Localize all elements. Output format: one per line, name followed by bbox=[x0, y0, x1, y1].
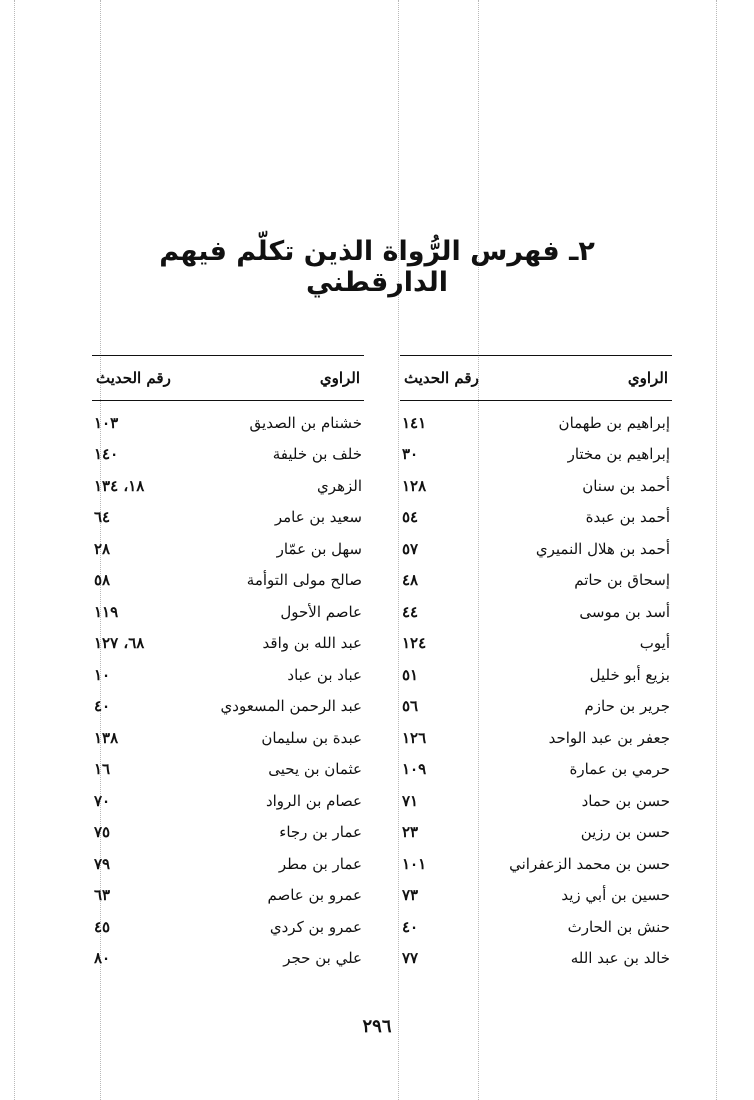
hadith-number: ٥١ bbox=[402, 665, 419, 684]
table-row bbox=[400, 722, 672, 754]
narrator-name: عبد الرحمن المسعودي bbox=[220, 697, 362, 716]
table-row bbox=[400, 785, 672, 817]
table-row bbox=[400, 407, 672, 439]
hadith-number: ٤٠ bbox=[94, 697, 111, 716]
table-row bbox=[92, 785, 364, 817]
narrator-name: أسد بن موسى bbox=[579, 602, 670, 621]
narrator-name: حسن بن رزين bbox=[580, 823, 670, 842]
hadith-number: ٧٣ bbox=[402, 886, 419, 905]
page-number: ٢٩٦ bbox=[362, 1016, 392, 1037]
table-row bbox=[400, 502, 672, 534]
narrator-name: جعفر بن عبد الواحد bbox=[548, 728, 670, 747]
hadith-number: ٥٤ bbox=[402, 508, 419, 527]
hadith-number: ١٠١ bbox=[402, 854, 427, 873]
hadith-number: ١٤٠ bbox=[94, 445, 119, 464]
hadith-number: ٥٦ bbox=[402, 697, 419, 716]
narrator-name: الزهري bbox=[317, 476, 362, 495]
narrator-name: بزيع أبو خليل bbox=[589, 665, 670, 684]
hadith-number: ٦٨، ١٢٧ bbox=[94, 634, 145, 653]
table-row bbox=[92, 659, 364, 691]
table-row bbox=[92, 943, 364, 975]
narrator-name: عمرو بن كردي bbox=[269, 917, 362, 936]
narrator-table-right bbox=[400, 355, 672, 974]
hadith-number: ٦٣ bbox=[94, 886, 111, 905]
narrator-name: عباد بن عباد bbox=[287, 665, 362, 684]
table-row bbox=[92, 470, 364, 502]
table-body bbox=[400, 407, 672, 974]
narrator-name: عثمان بن يحيى bbox=[268, 760, 362, 779]
narrator-name: علي بن حجر bbox=[283, 949, 362, 968]
narrator-name: جرير بن حازم bbox=[584, 697, 670, 716]
hadith-number: ١٣٨ bbox=[94, 728, 119, 747]
table-row bbox=[92, 754, 364, 786]
table-row bbox=[92, 533, 364, 565]
narrator-name: خشنام بن الصديق bbox=[249, 413, 362, 432]
hadith-number: ٤٥ bbox=[94, 917, 111, 936]
table-row bbox=[400, 659, 672, 691]
narrator-name: إبراهيم بن مختار bbox=[567, 445, 670, 464]
table-row bbox=[92, 407, 364, 439]
table-row bbox=[400, 565, 672, 597]
hadith-number: ١٢٦ bbox=[402, 728, 427, 747]
table-row bbox=[92, 596, 364, 628]
narrator-name: خلف بن خليفة bbox=[272, 445, 362, 464]
hadith-number-column-header: رقم الحديث bbox=[96, 369, 171, 387]
hadith-number: ٦٤ bbox=[94, 508, 111, 527]
scan-artifact-line bbox=[716, 0, 717, 1100]
hadith-number: ٥٧ bbox=[402, 539, 419, 558]
table-row bbox=[400, 439, 672, 471]
hadith-number: ١٠٣ bbox=[94, 413, 119, 432]
narrator-name: سعيد بن عامر bbox=[274, 508, 362, 527]
hadith-number: ٢٣ bbox=[402, 823, 419, 842]
table-row bbox=[92, 722, 364, 754]
narrator-column-header: الراوي bbox=[319, 369, 360, 387]
narrator-name: أحمد بن سنان bbox=[582, 476, 670, 495]
narrator-name: عمار بن مطر bbox=[278, 854, 362, 873]
table-row bbox=[400, 596, 672, 628]
table-row bbox=[92, 439, 364, 471]
page-title: ٢ـ فهرس الرُّواة الذين تكلّم فيهم الدارقطني bbox=[159, 236, 595, 298]
narrator-name: حسن بن محمد الزعفراني bbox=[509, 854, 670, 873]
table-row bbox=[400, 470, 672, 502]
table-row bbox=[92, 848, 364, 880]
narrator-table-left bbox=[92, 355, 364, 974]
table-row bbox=[92, 628, 364, 660]
hadith-number: ٧٩ bbox=[94, 854, 111, 873]
narrator-name: أحمد بن هلال النميري bbox=[535, 539, 670, 558]
table-row bbox=[400, 628, 672, 660]
narrator-name: سهل بن عمّار bbox=[276, 539, 362, 558]
hadith-number: ١٢٤ bbox=[402, 634, 427, 653]
hadith-number: ٤٠ bbox=[402, 917, 419, 936]
narrator-name: حسن بن حماد bbox=[581, 791, 670, 810]
table-row bbox=[92, 817, 364, 849]
hadith-number: ٧١ bbox=[402, 791, 419, 810]
hadith-number: ٢٨ bbox=[94, 539, 111, 558]
hadith-number: ٣٠ bbox=[402, 445, 419, 464]
hadith-number: ٤٤ bbox=[402, 602, 419, 621]
narrator-name: عمرو بن عاصم bbox=[267, 886, 362, 905]
table-row bbox=[92, 502, 364, 534]
hadith-number: ٧٠ bbox=[94, 791, 111, 810]
narrator-name: عمار بن رجاء bbox=[279, 823, 362, 842]
narrator-name: حسين بن أبي زيد bbox=[561, 886, 670, 905]
hadith-number-column-header: رقم الحديث bbox=[404, 369, 479, 387]
narrator-name: إسحاق بن حاتم bbox=[574, 571, 670, 590]
hadith-number: ١١٩ bbox=[94, 602, 119, 621]
narrator-name: أحمد بن عبدة bbox=[585, 508, 670, 527]
narrator-name: عاصم الأحول bbox=[280, 602, 362, 621]
hadith-number: ٨٠ bbox=[94, 949, 111, 968]
narrator-name: إبراهيم بن طهمان bbox=[558, 413, 670, 432]
table-row bbox=[400, 754, 672, 786]
table-row bbox=[400, 817, 672, 849]
hadith-number: ١٠ bbox=[94, 665, 111, 684]
table-header bbox=[400, 355, 672, 401]
narrator-name: عصام بن الرواد bbox=[265, 791, 362, 810]
hadith-number: ٥٨ bbox=[94, 571, 111, 590]
scan-artifact-line bbox=[14, 0, 15, 1100]
hadith-number: ٧٧ bbox=[402, 949, 419, 968]
hadith-number: ١٢٨ bbox=[402, 476, 427, 495]
hadith-number: ١٤١ bbox=[402, 413, 427, 432]
narrator-name: عبد الله بن واقد bbox=[262, 634, 362, 653]
narrator-name: صالح مولى التوأمة bbox=[246, 571, 362, 590]
narrator-column-header: الراوي bbox=[627, 369, 668, 387]
scan-artifact-line bbox=[398, 0, 399, 1100]
table-row bbox=[92, 691, 364, 723]
table-row bbox=[92, 880, 364, 912]
hadith-number: ١٦ bbox=[94, 760, 111, 779]
hadith-number: ٧٥ bbox=[94, 823, 111, 842]
narrator-name: حنش بن الحارث bbox=[567, 917, 670, 936]
table-row bbox=[400, 691, 672, 723]
narrator-name: عبدة بن سليمان bbox=[261, 728, 362, 747]
table-body bbox=[92, 407, 364, 974]
hadith-number: ٤٨ bbox=[402, 571, 419, 590]
table-row bbox=[400, 848, 672, 880]
table-row bbox=[400, 911, 672, 943]
table-row bbox=[400, 533, 672, 565]
table-header bbox=[92, 355, 364, 401]
narrator-name: أيوب bbox=[639, 634, 670, 653]
hadith-number: ١٠٩ bbox=[402, 760, 427, 779]
narrator-name: خالد بن عبد الله bbox=[570, 949, 670, 968]
table-row bbox=[400, 880, 672, 912]
narrator-name: حرمي بن عمارة bbox=[569, 760, 670, 779]
table-row bbox=[92, 911, 364, 943]
hadith-number: ١٨، ١٣٤ bbox=[94, 476, 145, 495]
table-row bbox=[92, 565, 364, 597]
table-row bbox=[400, 943, 672, 975]
